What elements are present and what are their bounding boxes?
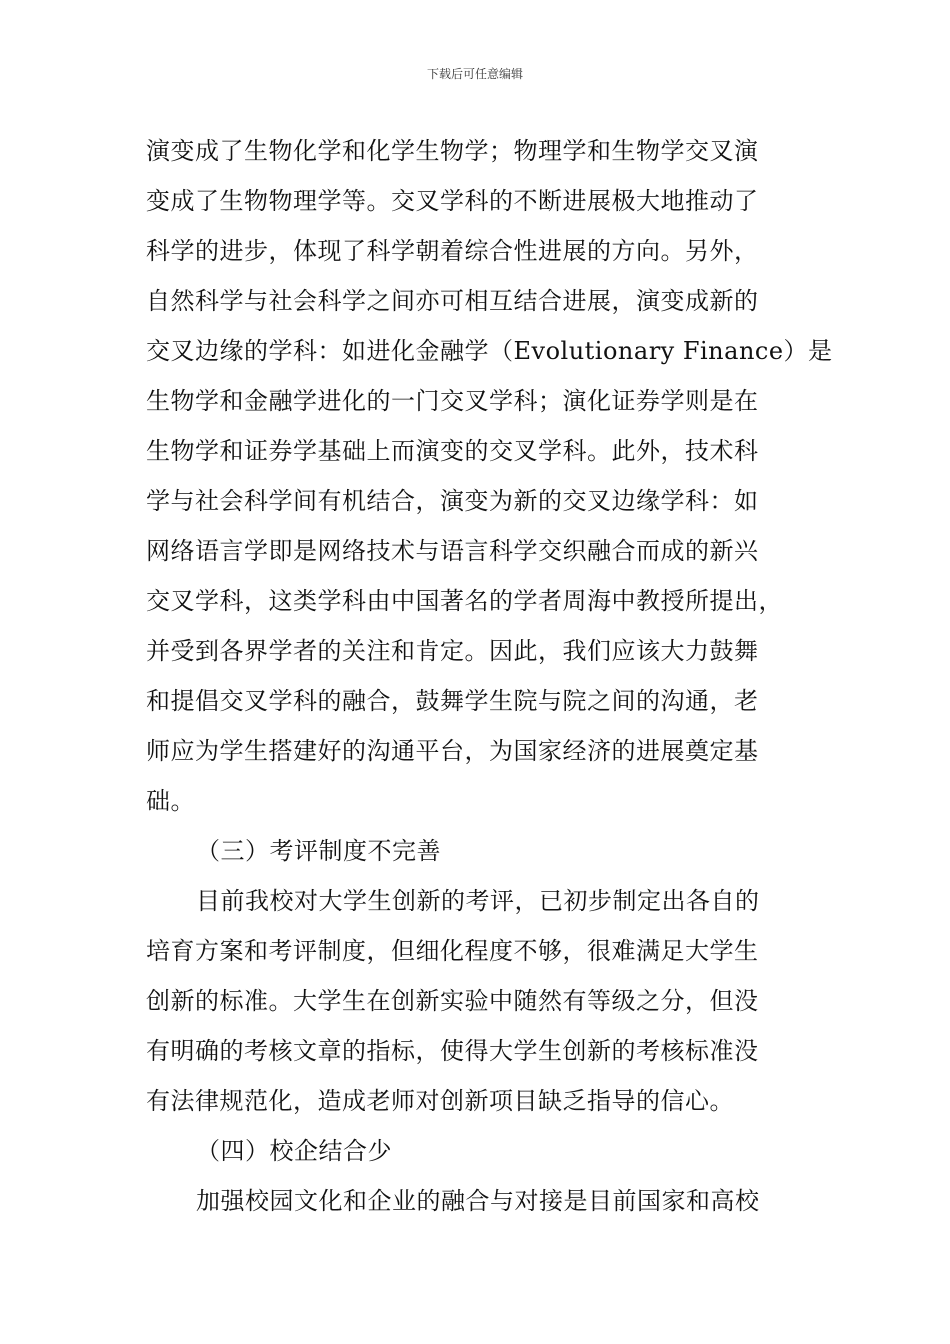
- text-line: 生物学和金融学进化的一门交叉学科；演化证券学则是在: [146, 387, 759, 415]
- text-line: 培育方案和考评制度，但细化程度不够，很难满足大学生: [146, 937, 759, 965]
- text-line: 交叉边缘的学科：如进化金融学（Evolutionary Finance）是: [146, 337, 833, 365]
- text-line: 有法律规范化，造成老师对创新项目缺乏指导的信心。: [146, 1087, 734, 1115]
- text-line: 演变成了生物化学和化学生物学；物理学和生物学交叉演: [146, 137, 759, 165]
- text-line: 自然科学与社会科学之间亦可相互结合进展，演变成新的: [146, 287, 759, 315]
- text-line: 学与社会科学间有机结合，演变为新的交叉边缘学科：如: [146, 487, 759, 515]
- page-header-note: 下载后可任意编辑: [426, 67, 523, 81]
- text-line: 础。: [146, 787, 195, 815]
- section-heading-3: （三）考评制度不完善: [196, 837, 441, 865]
- text-line: 交叉学科，这类学科由中国著名的学者周海中教授所提出，: [146, 587, 783, 615]
- text-line: 加强校园文化和企业的融合与对接是目前国家和高校: [196, 1187, 760, 1215]
- text-line: 师应为学生搭建好的沟通平台，为国家经济的进展奠定基: [146, 737, 759, 765]
- text-line: 变成了生物物理学等。交叉学科的不断进展极大地推动了: [146, 187, 759, 215]
- document-body: [146, 126, 833, 1226]
- text-line: 网络语言学即是网络技术与语言科学交织融合而成的新兴: [146, 537, 759, 565]
- text-line: 科学的进步，体现了科学朝着综合性进展的方向。另外，: [146, 237, 759, 265]
- text-line: 和提倡交叉学科的融合，鼓舞学生院与院之间的沟通，老: [146, 687, 759, 715]
- text-line: 目前我校对大学生创新的考评，已初步制定出各自的: [196, 887, 760, 915]
- text-line: 有明确的考核文章的指标，使得大学生创新的考核标准没: [146, 1037, 759, 1065]
- section-heading-4: （四）校企结合少: [196, 1137, 392, 1165]
- text-line: 并受到各界学者的关注和肯定。因此，我们应该大力鼓舞: [146, 637, 759, 665]
- text-line: 生物学和证券学基础上而演变的交叉学科。此外，技术科: [146, 437, 759, 465]
- text-line: 创新的标准。大学生在创新实验中随然有等级之分，但没: [146, 987, 759, 1015]
